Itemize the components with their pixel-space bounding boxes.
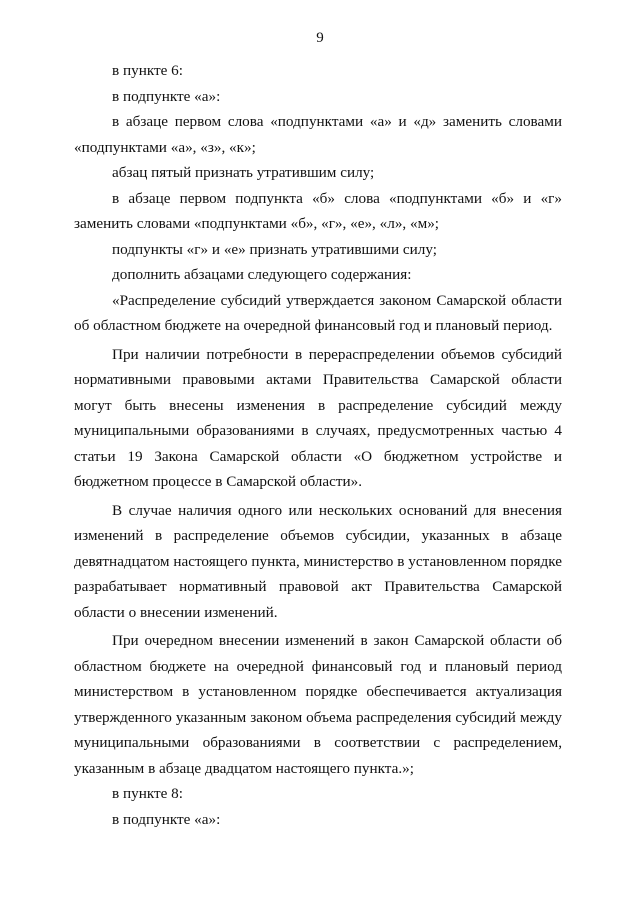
page-number: 9: [316, 30, 324, 46]
paragraph-13: в подпункте «а»:: [112, 810, 221, 828]
paragraph-11: При очередном внесении изменений в закон Самарской области об областном бюджете на очередной финансовый год и плановый период министерством в установленном порядке обеспечивается актуализация утвержденного указанным законом объема распределения субсидий между муниципальными образованиями в соответствии с распределением, указанным в абзаце двадцатом настоящего пункта.»;: [74, 632, 562, 777]
paragraph-6: подпункты «г» и «е» признать утратившими силу;: [112, 240, 437, 258]
paragraph-4: абзац пятый признать утратившим силу;: [112, 164, 375, 181]
paragraph-2: в подпункте «а»:: [112, 87, 221, 105]
paragraph-9: При наличии потребности в перераспределении объемов субсидий нормативными правовыми актами Правительства Самарской области могут быть внесены изменения в распределение субсидий между муниципальными образованиями в случаях, предусмотренных частью 4 статьи 19 Закона Самарской области «О бюджетном устройстве и бюджетном процессе в Самарской области».: [74, 345, 562, 490]
paragraph-10: В случае наличия одного или нескольких оснований для внесения изменений в распределение объемов субсидии, указанных в абзаце девятнадцатом настоящего пункта, министерство в установленном порядке разрабатывает нормативный правовой акт Правительства Самарской области о внесении изменений.: [74, 501, 562, 621]
paragraph-5: в абзаце первом подпункта «б» слова «подпунктами «б» и «г» заменить словами «подпунктами «б», «г», «е», «л», «м»;: [74, 189, 562, 232]
paragraph-8: «Распределение субсидий утверждается законом Самарской области об областном бюджете на очередной финансовый год и плановый период.: [74, 291, 562, 334]
paragraph-1: в пункте 6:: [112, 62, 183, 79]
paragraph-7: дополнить абзацами следующего содержания:: [112, 266, 412, 283]
paragraph-3: в абзаце первом слова «подпунктами «а» и «д» заменить словами «подпунктами «а», «з», «к»;: [74, 113, 562, 156]
document-body: [74, 58, 562, 832]
paragraph-12: в пункте 8:: [112, 785, 183, 802]
